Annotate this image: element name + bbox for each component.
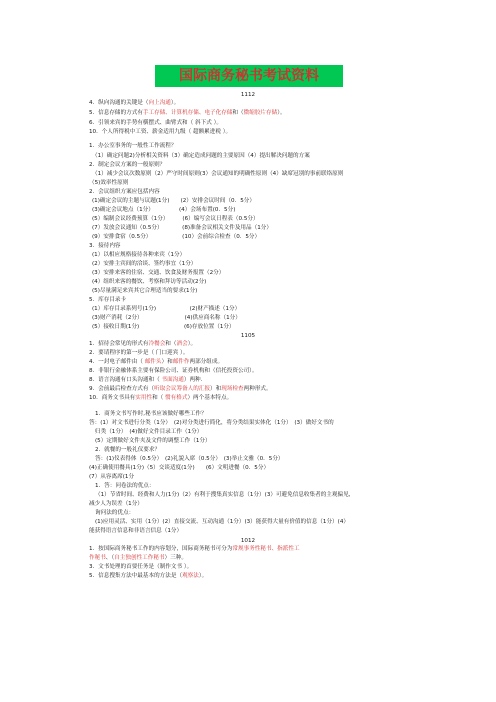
fill-blank-line: 8．非银行金融体系主要有保险公司、证券机构和（信托投资公司）。	[89, 368, 258, 374]
question: 3．接待内容	[89, 243, 121, 249]
answer-line: (7）从容离席(1分	[89, 474, 135, 480]
question: 5．库存目录卡	[89, 297, 127, 303]
answer-line: 减少人为误差（1分）	[89, 501, 143, 507]
answer-line: (5）接收日期(1分) (6)存放位置（1分）	[92, 324, 235, 330]
fill-blank-line: 8．语言沟通有口头沟通和（ 书面沟通）两种.	[89, 377, 203, 383]
fill-blank-line: 6．引领来宾的手势有横摆式、曲臂式和（ 斜下式 ）。	[89, 120, 222, 126]
answer-line: (2）安排主宾间的洽谈、签约事宜（1分）	[92, 261, 197, 267]
question: 1．商务文书写作时,秘书应该做好哪些工作？	[95, 411, 207, 417]
answer-line: (3)确定会议地点（1分） (4）会场布置(0．5分)	[92, 207, 236, 213]
answer-line: 答：(1）对文书进行分类（1分） (2)对分类进行简化，将分类结果实体化（1分） (3）做好文书的	[89, 420, 334, 426]
fill-blank-line: 5．信息搜集方法中最基本的方法是（观察法）。	[89, 573, 208, 579]
fill-blank-line: 作秘书、（自主独创性工作秘书）三种。	[89, 555, 187, 561]
answer-line: (5)尽量满足来宾其它合理适当的要求(1分)	[92, 288, 198, 294]
answer-line: （1）减少会议次数原则（2）严守时间原则(3）会议通知的明确性原则（4）缺席冠别的事前联络原则	[92, 171, 344, 177]
answer-line: (4）组织来客的餐饮、考察和拜访等活动(2分)	[92, 279, 207, 285]
fill-blank-line: 5．信息存储的方式有手工存储、计算机存储、电子化存储和（微缩胶片存储）。	[89, 110, 286, 116]
answer-line: 询问法的优点：	[95, 510, 135, 516]
section-number: 1112	[240, 92, 256, 98]
answer-line: (5）定期做好文件夹及文件的调整工作（1分）	[95, 438, 211, 444]
fill-blank-line: 4．一封电子邮件由（ 邮件头）和邮件作两部分组成。	[89, 359, 224, 365]
answer-line: 能获得语言信息和非语言信息（1分）	[89, 528, 183, 534]
answer-line: (1)确定会议的主题与议题(1分) (2）安排会议时间（0．5分）	[92, 198, 255, 204]
answer-line: (5）编制会议经费预算（1分） (6）编写会议日程表（0.5分）	[92, 216, 259, 222]
question: 2．制定会议方案的一般原则？	[89, 162, 166, 168]
answer-line: （1）确定问题2)分析相关资料（3）确定造成问题的主要原因（4）提出解决问题的方案	[92, 153, 310, 159]
answer-line: (1）库存目录系列号(1分) (2)财产描述（1分）	[92, 306, 241, 312]
question: 1．办公室事务的一般性工作流程？	[89, 143, 177, 149]
fill-blank-line: 4．纵向沟通的关键是（向上沟通）。	[89, 100, 180, 106]
answer-line: (1）以相应规格接待各种来宾（1分）	[92, 252, 186, 258]
answer-line: (4)正确使用餐具(1分)（5）交谈适度(1分) (6）文明进餐（0．5分）	[89, 465, 270, 471]
question: 2．就餐的一般礼仪要求？	[95, 447, 161, 453]
fill-blank-line: 10．商务文书具有实用性和（ 惯有格式）两个基本特点。	[89, 395, 233, 401]
fill-blank-line: 9．会前最后检查方式有（听取会议筹备人的汇报）和现场检查两种形式。	[89, 386, 272, 392]
section-number: 1012	[240, 538, 256, 544]
answer-line: (1)应用灵活、实用（1分）(2）直接交流、互动沟通（1分）(3）能获得大量有价值的信息（1分）(4）	[95, 519, 349, 525]
answer-line: 答：(1)仪表得体（0.5分） (2)礼貌入席（0.5分） (3)举止文雅（0．5分）	[95, 456, 284, 462]
answer-line: （1）节省时间、经费和人力(1分)（2）有利于搜集真实信息（1分）(3）可避免信息收集者的主观偏见,	[95, 492, 351, 498]
document-title: 国际商务秘书考试资料	[155, 65, 343, 87]
fill-blank-line: 1．招待会常见的形式有冷餐会和（酒会）。	[89, 341, 197, 347]
section-number: 1105	[240, 333, 256, 339]
fill-blank-line: 2．要请程序的第一步是（ 门口迎宾 ）。	[89, 350, 189, 356]
fill-blank-line: 1．按国际商务秘书工作的内容划分，国际商务秘书可分为常规事务性秘书、指派性工	[89, 546, 300, 552]
answer-line: (3）安排来客的住宿、交通、饮食及财务报置（2分）	[92, 270, 225, 276]
answer-line: (9）安排食宿（0.5分） (10）会前综合检查（0．5分）	[92, 234, 261, 240]
fill-blank-line: 3．文书处理的首要任务是（制作文书 ）。	[89, 564, 193, 570]
question: 1．答：问卷法的优点：	[95, 483, 155, 489]
answer-line: (7）发放会议通知（0.5分） (8)准备会议相关文件及用品（1分）	[92, 225, 272, 231]
question: 2．会议组织方案应包括内容	[89, 189, 160, 195]
fill-blank-line: 10．个人所得税中工资、薪金适用九级（ 超额累进税 ）。	[89, 129, 232, 135]
answer-line: (3)财产消耗（2分） (4)供应商名称（1分）	[92, 315, 241, 321]
answer-line: 归类（1分） (4)做好文件目录工作（1分）	[95, 429, 203, 435]
answer-line: （5)效率性原则	[89, 180, 129, 186]
